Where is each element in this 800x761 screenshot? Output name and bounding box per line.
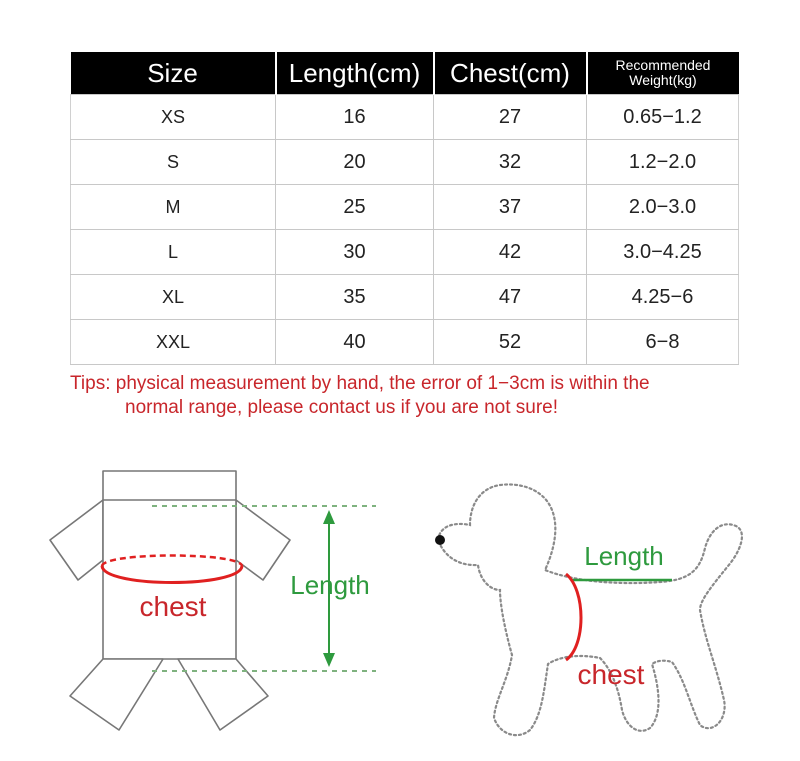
garment-length-label: Length	[290, 570, 370, 600]
dog-outline	[438, 484, 742, 735]
cell-chest: 52	[434, 320, 587, 365]
table-row	[71, 95, 739, 140]
table-row	[71, 275, 739, 320]
table-row	[71, 320, 739, 365]
cell-size: S	[71, 140, 276, 185]
garment-left-sleeve	[50, 500, 103, 580]
table-row	[71, 140, 739, 185]
cell-length: 20	[276, 140, 434, 185]
header-length: Length(cm)	[276, 52, 434, 95]
size-chart-header-row	[71, 52, 739, 95]
dog-length-label: Length	[584, 541, 664, 571]
garment-chest-label: chest	[139, 591, 207, 622]
cell-weight: 6−8	[587, 320, 739, 365]
header-weight-line2: Weight(kg)	[629, 72, 697, 88]
cell-length: 35	[276, 275, 434, 320]
cell-length: 25	[276, 185, 434, 230]
dog-chest-label: chest	[577, 659, 645, 690]
cell-length: 16	[276, 95, 434, 140]
cell-size: XL	[71, 275, 276, 320]
cell-weight: 1.2−2.0	[587, 140, 739, 185]
header-weight	[587, 52, 739, 95]
cell-chest: 47	[434, 275, 587, 320]
cell-size: XXL	[71, 320, 276, 365]
measurement-tips	[70, 372, 770, 420]
cell-weight: 2.0−3.0	[587, 185, 739, 230]
dog-diagram	[438, 484, 742, 735]
tips-line-1: Tips: physical measurement by hand, the error of 1−3cm is within the	[70, 373, 650, 394]
cell-size: L	[71, 230, 276, 275]
cell-size: XS	[71, 95, 276, 140]
cell-chest: 37	[434, 185, 587, 230]
cell-chest: 42	[434, 230, 587, 275]
cell-length: 30	[276, 230, 434, 275]
cell-weight: 3.0−4.25	[587, 230, 739, 275]
size-chart-table	[70, 52, 739, 365]
cell-weight: 0.65−1.2	[587, 95, 739, 140]
cell-chest: 32	[434, 140, 587, 185]
cell-weight: 4.25−6	[587, 275, 739, 320]
dog-nose	[435, 535, 445, 545]
header-chest: Chest(cm)	[434, 52, 587, 95]
cell-size: M	[71, 185, 276, 230]
tips-line-2: normal range, please contact us if you are not sure!	[125, 397, 559, 418]
garment-right-leg	[178, 659, 268, 730]
measurement-diagrams	[0, 440, 800, 761]
dog-chest-marker	[566, 574, 581, 660]
header-weight-line1: Recommended	[615, 57, 711, 73]
table-row	[71, 230, 739, 275]
cell-length: 40	[276, 320, 434, 365]
cell-chest: 27	[434, 95, 587, 140]
header-size: Size	[71, 52, 276, 95]
garment-collar	[103, 471, 236, 504]
garment-right-sleeve	[236, 500, 290, 580]
table-row	[71, 185, 739, 230]
garment-left-leg	[70, 659, 163, 730]
